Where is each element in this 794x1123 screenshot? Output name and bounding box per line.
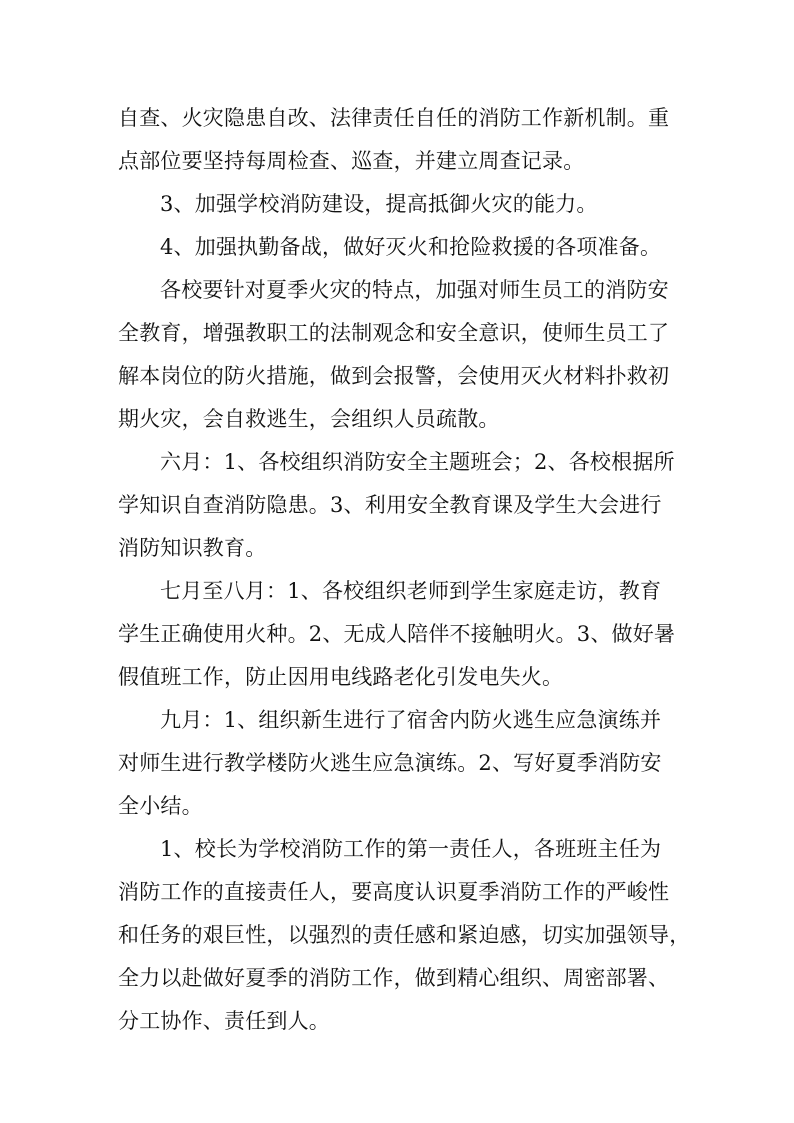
text-line-16: 对师生进行教学楼防火逃生应急演练。2、写好夏季消防安 <box>118 751 662 775</box>
text-line-18: 1、校长为学校消防工作的第一责任人，各班班主任为 <box>160 837 662 861</box>
text-line-1: 自查、火灾隐患自改、法律责任自任的消防工作新机制。重 <box>118 106 670 130</box>
text-line-21: 全力以赴做好夏季的消防工作，做到精心组织、周密部署、 <box>118 966 670 990</box>
text-line-7: 解本岗位的防火措施，做到会报警，会使用灭火材料扑救初 <box>118 364 670 388</box>
text-line-4: 4、加强执勤备战，做好灭火和抢险救援的各项准备。 <box>160 235 662 259</box>
text-line-9: 六月：1、各校组织消防安全主题班会；2、各校根据所 <box>160 450 675 474</box>
text-line-12: 七月至八月：1、各校组织老师到学生家庭走访，教育 <box>160 579 662 603</box>
text-line-14: 假值班工作，防止因用电线路老化引发电失火。 <box>118 665 564 689</box>
text-line-2: 点部位要坚持每周检查、巡查，并建立周查记录。 <box>118 149 585 173</box>
text-line-6: 全教育，增强教职工的法制观念和安全意识，使师生员工了 <box>118 321 670 345</box>
text-line-19: 消防工作的直接责任人，要高度认识夏季消防工作的严峻性 <box>118 880 670 904</box>
text-line-5: 各校要针对夏季火灾的特点，加强对师生员工的消防安 <box>160 278 669 302</box>
text-line-20: 和任务的艰巨性，以强烈的责任感和紧迫感，切实加强领导， <box>118 923 691 947</box>
text-line-17: 全小结。 <box>118 794 203 818</box>
text-line-22: 分工协作、责任到人。 <box>118 1009 330 1033</box>
text-line-3: 3、加强学校消防建设，提高抵御火灾的能力。 <box>160 192 598 216</box>
text-line-10: 学知识自查消防隐患。3、利用安全教育课及学生大会进行 <box>118 493 662 517</box>
text-line-8: 期火灾，会自救逃生，会组织人员疏散。 <box>118 407 500 431</box>
text-line-13: 学生正确使用火种。2、无成人陪伴不接触明火。3、做好暑 <box>118 622 676 646</box>
text-line-11: 消防知识教育。 <box>118 536 267 560</box>
text-line-15: 九月：1、组织新生进行了宿舍内防火逃生应急演练并 <box>160 708 662 732</box>
